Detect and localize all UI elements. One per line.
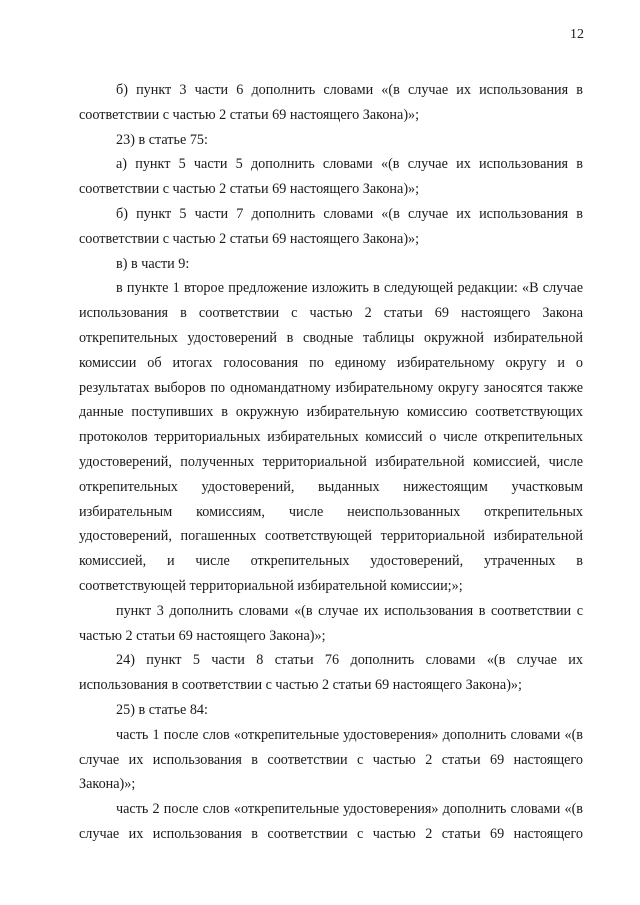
paragraph-part-1: часть 1 после слов «открепительные удостоверения» дополнить словами «(в случае их использования в соответствии с частью 2 статьи 69 настоящего Закона)»;	[79, 726, 583, 793]
paragraph-b-part-7: б) пункт 5 части 7 дополнить словами «(в случае их использования в соответствии с частью 2 статьи 69 настоящего Закона)»;	[79, 205, 583, 247]
paragraph-v-part-9: в) в части 9:	[116, 255, 190, 272]
paragraph-23-heading: 23) в статье 75:	[116, 131, 208, 148]
document-body	[79, 78, 583, 847]
paragraph-point-3: пункт 3 дополнить словами «(в случае их использования в соответствии с частью 2 статьи 69 настоящего Закона)»;	[79, 602, 583, 644]
paragraph-part-2: часть 2 после слов «открепительные удостоверения» дополнить словами «(в случае их использования в соответствии с частью 2 статьи 69 настоящего	[79, 801, 583, 842]
paragraph-a-part-5: а) пункт 5 части 5 дополнить словами «(в случае их использования в соответствии с частью 2 статьи 69 настоящего Закона)»;	[79, 156, 583, 198]
paragraph-b-article-6: б) пункт 3 части 6 дополнить словами «(в случае их использования в соответствии с частью 2 статьи 69 настоящего Закона)»;	[79, 82, 583, 123]
paragraph-point-1-redaction: в пункте 1 второе предложение изложить в следующей редакции: «В случае использования в соответствии с частью 2 статьи 69 настоящего Закона открепительных удостоверений в сводные таблицы окружной избирательной комиссии об итогах голосования по единому избирательному округу и о результатах выборов по одномандатному избирательному округу заносятся также данные поступивших в окружную избирательную комиссию соответствующих протоколов территориальных избирательных комиссий о числе открепительных удостоверений, полученных территориальной избирательной комиссией, числе открепительных удостоверений, выданных нижестоящим участковым избирательным комиссиям, числе неиспользованных открепительных удостоверений, погашенных соответствующей территориальной избирательной комиссией, и числе открепительных удостоверений, утраченных в соответствующей территориальной избирательной комиссии;»;	[79, 280, 583, 594]
page-number: 12	[570, 27, 584, 42]
paragraph-24: 24) пункт 5 части 8 статьи 76 дополнить словами «(в случае их использования в соответствии с частью 2 статьи 69 настоящего Закона)»;	[79, 652, 583, 694]
paragraph-25-heading: 25) в статье 84:	[116, 701, 208, 718]
